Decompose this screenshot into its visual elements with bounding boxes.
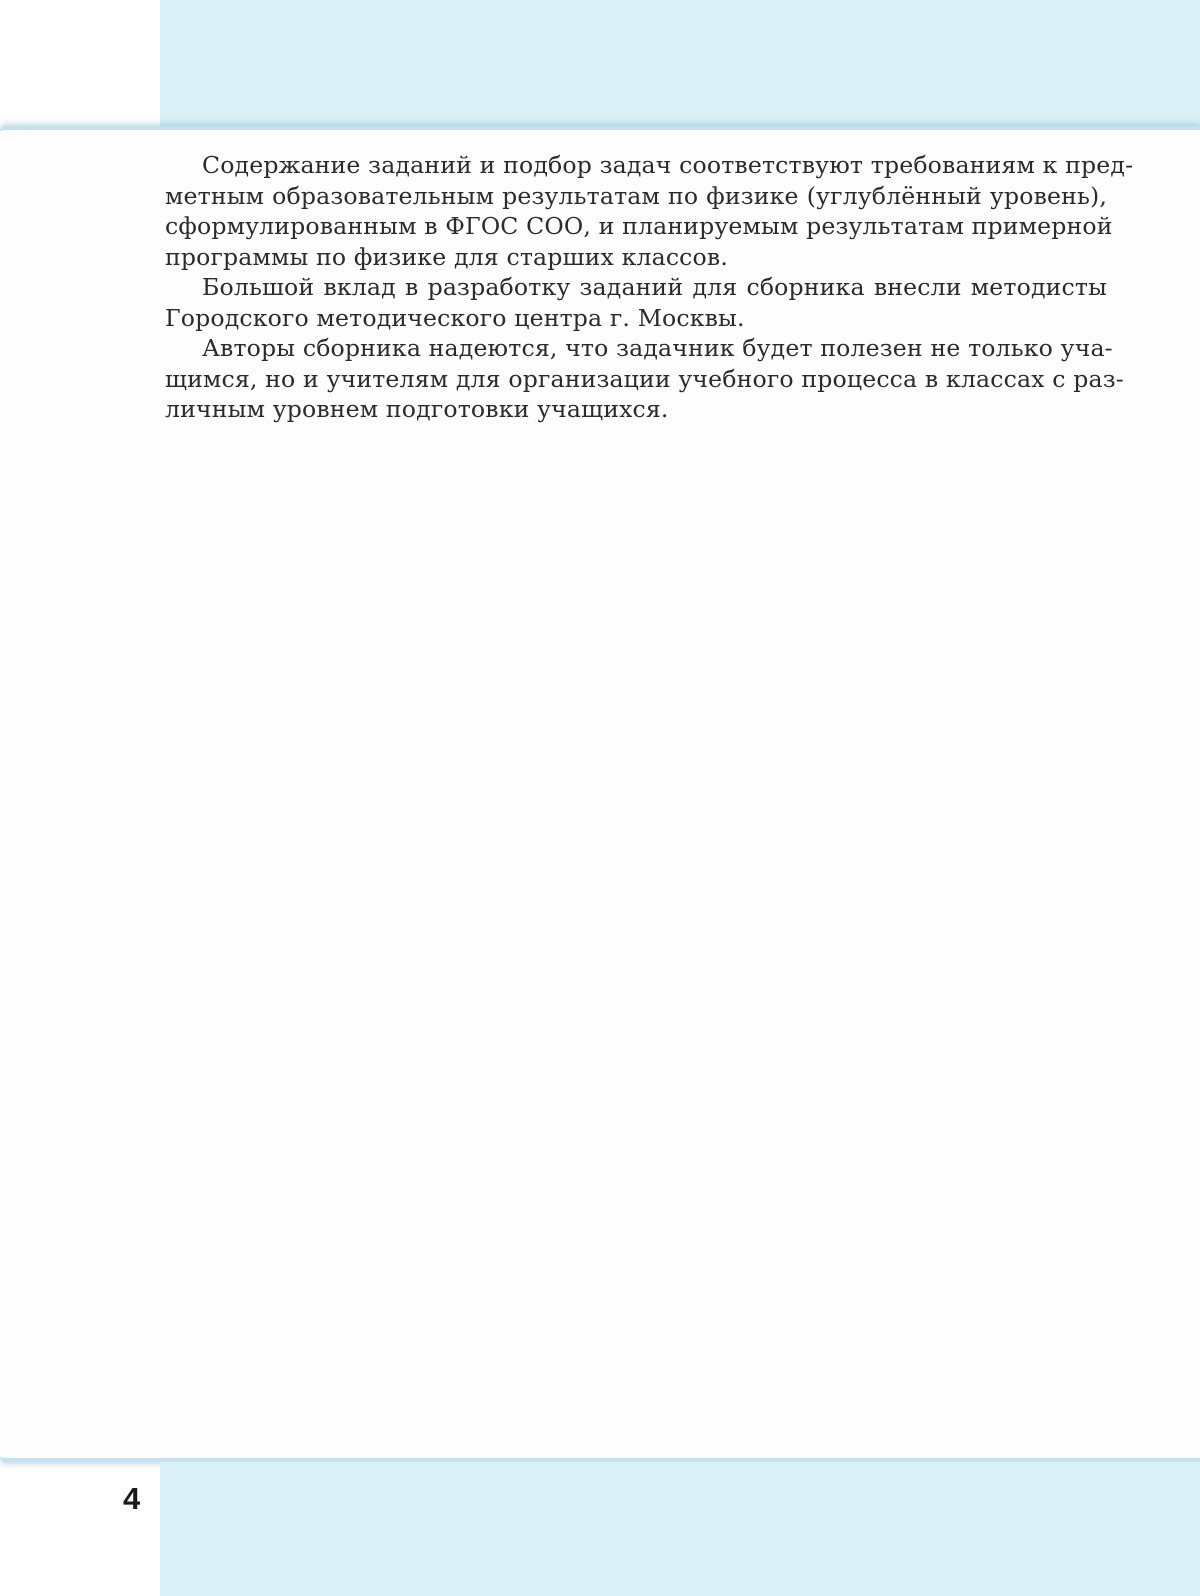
text-line: Городского методического центра г. Москвы. bbox=[165, 303, 745, 332]
text-line: Содержание заданий и подбор задач соответствуют требованиям к пред- bbox=[202, 151, 1134, 179]
body-text bbox=[165, 150, 1134, 425]
bottom-decorative-band bbox=[160, 1462, 1200, 1596]
text-line: щимся, но и учителям для организации учебного процесса в классах с раз- bbox=[165, 364, 1124, 393]
text-line: личным уровнем подготовки учащихся. bbox=[165, 395, 669, 423]
paragraph bbox=[165, 272, 1107, 333]
paragraph bbox=[165, 150, 1134, 272]
text-line: программы по физике для старших классов. bbox=[165, 242, 728, 271]
text-line: Большой вклад в разработку заданий для сборника внесли методисты bbox=[202, 273, 1107, 301]
page-number: 4 bbox=[123, 1481, 141, 1516]
paragraph bbox=[165, 333, 1124, 425]
text-line: метным образовательным результатам по физике (углублённый уровень), bbox=[165, 181, 1107, 210]
text-line: сформулированным в ФГОС СОО, и планируемым результатам примерной bbox=[165, 212, 1113, 240]
top-decorative-band bbox=[160, 0, 1200, 126]
text-line: Авторы сборника надеются, что задачник будет полезен не только уча- bbox=[202, 334, 1113, 362]
